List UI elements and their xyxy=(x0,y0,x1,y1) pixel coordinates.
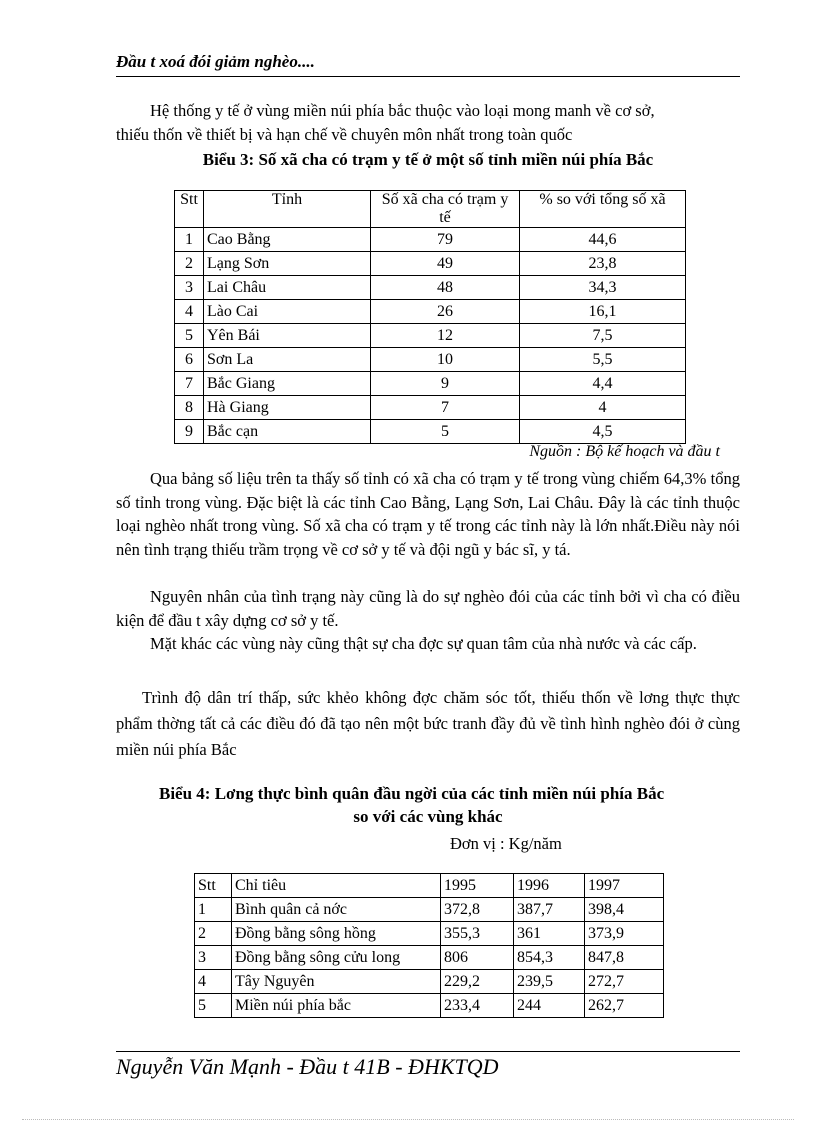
table2-cell-1997: 373,9 xyxy=(585,922,664,946)
table2-cell-1996: 361 xyxy=(514,922,585,946)
table2-cell-1995: 355,3 xyxy=(441,922,514,946)
table1-row xyxy=(175,420,686,444)
table1-header-row xyxy=(175,191,686,228)
table2-cell-stt: 1 xyxy=(195,898,232,922)
table1-cell-percent: 44,6 xyxy=(520,228,686,252)
table1-cell-count: 48 xyxy=(371,276,520,300)
table1-caption: Biểu 3: Số xã cha có trạm y tế ở một số tỉnh miền núi phía Bắc xyxy=(202,150,654,169)
table1-cell-province: Sơn La xyxy=(204,348,371,372)
paragraph-3: Mặt khác các vùng này cũng thật sự cha đợc sự quan tâm của nhà nước và các cấp. xyxy=(150,634,697,653)
table1-row xyxy=(175,252,686,276)
table1-cell-count: 5 xyxy=(371,420,520,444)
table1-cell-stt: 5 xyxy=(175,324,204,348)
table1-source: Nguồn : Bộ kế hoạch và đầu t xyxy=(529,443,720,460)
table2-header-indicator: Chỉ tiêu xyxy=(232,874,441,898)
table2-cell-indicator: Miền núi phía bắc xyxy=(232,994,441,1018)
table1-cell-province: Lai Châu xyxy=(204,276,371,300)
table1-cell-province: Bắc cạn xyxy=(204,420,371,444)
table2-cell-1995: 233,4 xyxy=(441,994,514,1018)
table2-cell-stt: 2 xyxy=(195,922,232,946)
table1-cell-count: 10 xyxy=(371,348,520,372)
table2-cell-1995: 806 xyxy=(441,946,514,970)
table1-header-province: Tỉnh xyxy=(204,191,371,228)
table2-header-1997: 1997 xyxy=(585,874,664,898)
table1-header-count: Số xã cha có trạm y tế xyxy=(371,191,520,228)
table1-cell-stt: 2 xyxy=(175,252,204,276)
table2-cell-1996: 854,3 xyxy=(514,946,585,970)
table1-cell-count: 12 xyxy=(371,324,520,348)
table2-cell-indicator: Tây Nguyên xyxy=(232,970,441,994)
table1-cell-province: Cao Bằng xyxy=(204,228,371,252)
table2-row xyxy=(195,946,664,970)
table1-cell-count: 9 xyxy=(371,372,520,396)
table2-unit: Đơn vị : Kg/năm xyxy=(450,834,562,853)
table2 xyxy=(194,873,664,1018)
table2-row xyxy=(195,898,664,922)
table1-cell-stt: 6 xyxy=(175,348,204,372)
table1-cell-stt: 3 xyxy=(175,276,204,300)
table2-caption-line-2: so với các vùng khác xyxy=(353,807,503,826)
header-rule xyxy=(116,76,740,77)
table2-cell-indicator: Đồng bằng sông hồng xyxy=(232,922,441,946)
table2-cell-1997: 272,7 xyxy=(585,970,664,994)
table2-cell-stt: 5 xyxy=(195,994,232,1018)
table1-cell-count: 26 xyxy=(371,300,520,324)
table2-header-1995: 1995 xyxy=(441,874,514,898)
table1-row xyxy=(175,300,686,324)
page-bottom-dotted-line xyxy=(22,1119,794,1120)
table1-cell-percent: 7,5 xyxy=(520,324,686,348)
table2-header-stt: Stt xyxy=(195,874,232,898)
page-footer: Nguyễn Văn Mạnh - Đầu t 41B - ĐHKTQD xyxy=(116,1054,499,1079)
table2-cell-1997: 398,4 xyxy=(585,898,664,922)
table1-cell-count: 49 xyxy=(371,252,520,276)
table2-cell-1995: 372,8 xyxy=(441,898,514,922)
table2-row xyxy=(195,994,664,1018)
table1-row xyxy=(175,324,686,348)
table2-cell-1996: 244 xyxy=(514,994,585,1018)
table1 xyxy=(174,190,686,444)
table2-cell-1995: 229,2 xyxy=(441,970,514,994)
table2-cell-1996: 239,5 xyxy=(514,970,585,994)
table2-caption-line-1: Biểu 4: Lơng thực bình quân đầu ngời của các tỉnh miền núi phía Bắc xyxy=(159,784,665,803)
table2-cell-1997: 262,7 xyxy=(585,994,664,1018)
paragraph-1: Qua bảng số liệu trên ta thấy số tỉnh có xã cha có trạm y tế trong vùng chiếm 64,3% tổng số tỉnh trong vùng. Đặc biệt là các tỉnh Cao Bằng, Lạng Sơn, Lai Châu. Đây là các tỉnh thuộc loại nghèo nhất trong vùng. Số xã cha có trạm y tế trong các tỉnh này là lớn nhất.Điều này nói nên tình trạng thiếu trầm trọng về cơ sở y tế và đội ngũ y bác sĩ, y tá. xyxy=(116,469,740,559)
table1-cell-province: Lạng Sơn xyxy=(204,252,371,276)
table1-cell-percent: 5,5 xyxy=(520,348,686,372)
table2-cell-stt: 3 xyxy=(195,946,232,970)
paragraph-4: Trình độ dân trí thấp, sức khẻo không đợc chăm sóc tốt, thiếu thốn về lơng thực thực phẩm thờng tất cả các điều đó đã tạo nên một bức tranh đầy đủ về tình hình nghèo đói ở cùng miền núi phía Bắc xyxy=(116,688,740,759)
table1-cell-percent: 34,3 xyxy=(520,276,686,300)
table1-row xyxy=(175,228,686,252)
table1-cell-stt: 8 xyxy=(175,396,204,420)
table1-cell-stt: 7 xyxy=(175,372,204,396)
table1-row xyxy=(175,396,686,420)
intro-line-2: thiếu thốn về thiết bị và hạn chế về chuyên môn nhất trong toàn quốc xyxy=(116,125,573,144)
table1-cell-percent: 4,4 xyxy=(520,372,686,396)
table1-cell-count: 79 xyxy=(371,228,520,252)
table1-cell-province: Lào Cai xyxy=(204,300,371,324)
table1-cell-province: Bắc Giang xyxy=(204,372,371,396)
table1-cell-percent: 4,5 xyxy=(520,420,686,444)
table2-header-1996: 1996 xyxy=(514,874,585,898)
table1-cell-province: Hà Giang xyxy=(204,396,371,420)
table1-cell-percent: 16,1 xyxy=(520,300,686,324)
table1-cell-count: 7 xyxy=(371,396,520,420)
table2-cell-indicator: Đồng bằng sông cửu long xyxy=(232,946,441,970)
table1-cell-percent: 23,8 xyxy=(520,252,686,276)
table2-row xyxy=(195,970,664,994)
table1-row xyxy=(175,372,686,396)
table1-cell-stt: 9 xyxy=(175,420,204,444)
table1-cell-stt: 4 xyxy=(175,300,204,324)
table1-cell-stt: 1 xyxy=(175,228,204,252)
paragraph-2: Nguyên nhân của tình trạng này cũng là do sự nghèo đói của các tỉnh bởi vì cha có điều kiện để đầu t xây dựng cơ sở y tế. xyxy=(116,587,740,630)
table2-cell-stt: 4 xyxy=(195,970,232,994)
table2-cell-1996: 387,7 xyxy=(514,898,585,922)
table1-cell-percent: 4 xyxy=(520,396,686,420)
table1-row xyxy=(175,276,686,300)
table2-row xyxy=(195,922,664,946)
footer-rule xyxy=(116,1051,740,1052)
intro-line-1: Hệ thống y tế ở vùng miền núi phía bắc thuộc vào loại mong manh về cơ sở, xyxy=(150,101,655,120)
page-header: Đầu t xoá đói giảm nghèo.... xyxy=(116,52,315,71)
table1-cell-province: Yên Bái xyxy=(204,324,371,348)
table2-cell-indicator: Bình quân cả nớc xyxy=(232,898,441,922)
table1-row xyxy=(175,348,686,372)
table1-header-stt: Stt xyxy=(175,191,204,228)
table2-header-row xyxy=(195,874,664,898)
table1-header-percent: % so với tổng số xã xyxy=(520,191,686,228)
table2-cell-1997: 847,8 xyxy=(585,946,664,970)
